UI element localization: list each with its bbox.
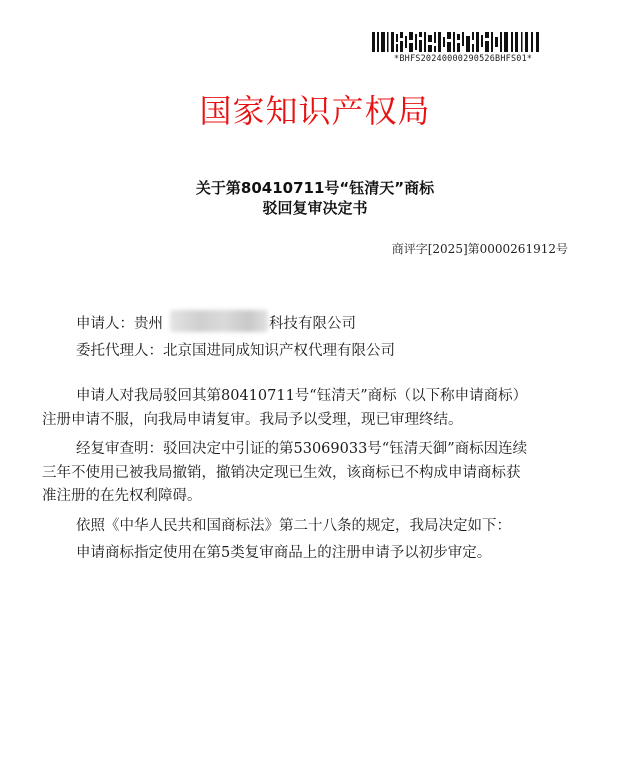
paragraph-2-line-2: 三年不使用已被我局撤销，撤销决定现已生效，该商标已不构成申请商标获 bbox=[42, 464, 521, 481]
barcode-image bbox=[372, 32, 542, 52]
paragraph-1 bbox=[42, 385, 576, 432]
paragraph-2-line-1: 经复审查明：驳回决定中引证的第53069033号“钰清天御”商标因连续 bbox=[76, 441, 528, 457]
applicant-name-start: 贵州 bbox=[134, 316, 163, 332]
document-title-line-2: 驳回复审决定书 bbox=[262, 199, 368, 217]
document-title-line-1: 关于第80410711号“钰清天”商标 bbox=[195, 179, 435, 197]
redacted-applicant-name bbox=[170, 310, 268, 332]
document-title bbox=[0, 178, 630, 218]
barcode-number: *BHFS20240000290526BHFS01* bbox=[394, 54, 533, 64]
paragraph-3 bbox=[76, 515, 576, 539]
paragraph-2 bbox=[42, 438, 576, 509]
issuing-office-name: 国家知识产权局 bbox=[199, 92, 431, 130]
findings-block bbox=[42, 438, 576, 509]
applicant-label: 申请人： bbox=[76, 316, 134, 332]
paragraph-4 bbox=[76, 542, 576, 566]
decision-block bbox=[76, 542, 576, 566]
paragraph-1-line-1: 申请人对我局驳回其第80410711号“钰清天”商标（以下称申请商标） bbox=[76, 388, 528, 404]
agent-line: 委托代理人：北京国进同成知识产权代理有限公司 bbox=[76, 343, 395, 359]
paragraph-3-line-1: 依照《中华人民共和国商标法》第二十八条的规定，我局决定如下： bbox=[76, 518, 511, 534]
paragraph-2-line-3: 准注册的在先权利障碍。 bbox=[42, 488, 202, 504]
decision-body bbox=[42, 385, 576, 432]
paragraph-4-line-1: 申请商标指定使用在第5类复审商品上的注册申请予以初步审定。 bbox=[76, 545, 492, 561]
legal-basis-block bbox=[76, 515, 576, 539]
document-number: 商评字[2025]第0000261912号 bbox=[391, 242, 568, 256]
applicant-name-end: 科技有限公司 bbox=[269, 316, 356, 332]
paragraph-1-line-2: 注册申请不服，向我局申请复审。我局予以受理，现已审理终结。 bbox=[42, 411, 463, 428]
